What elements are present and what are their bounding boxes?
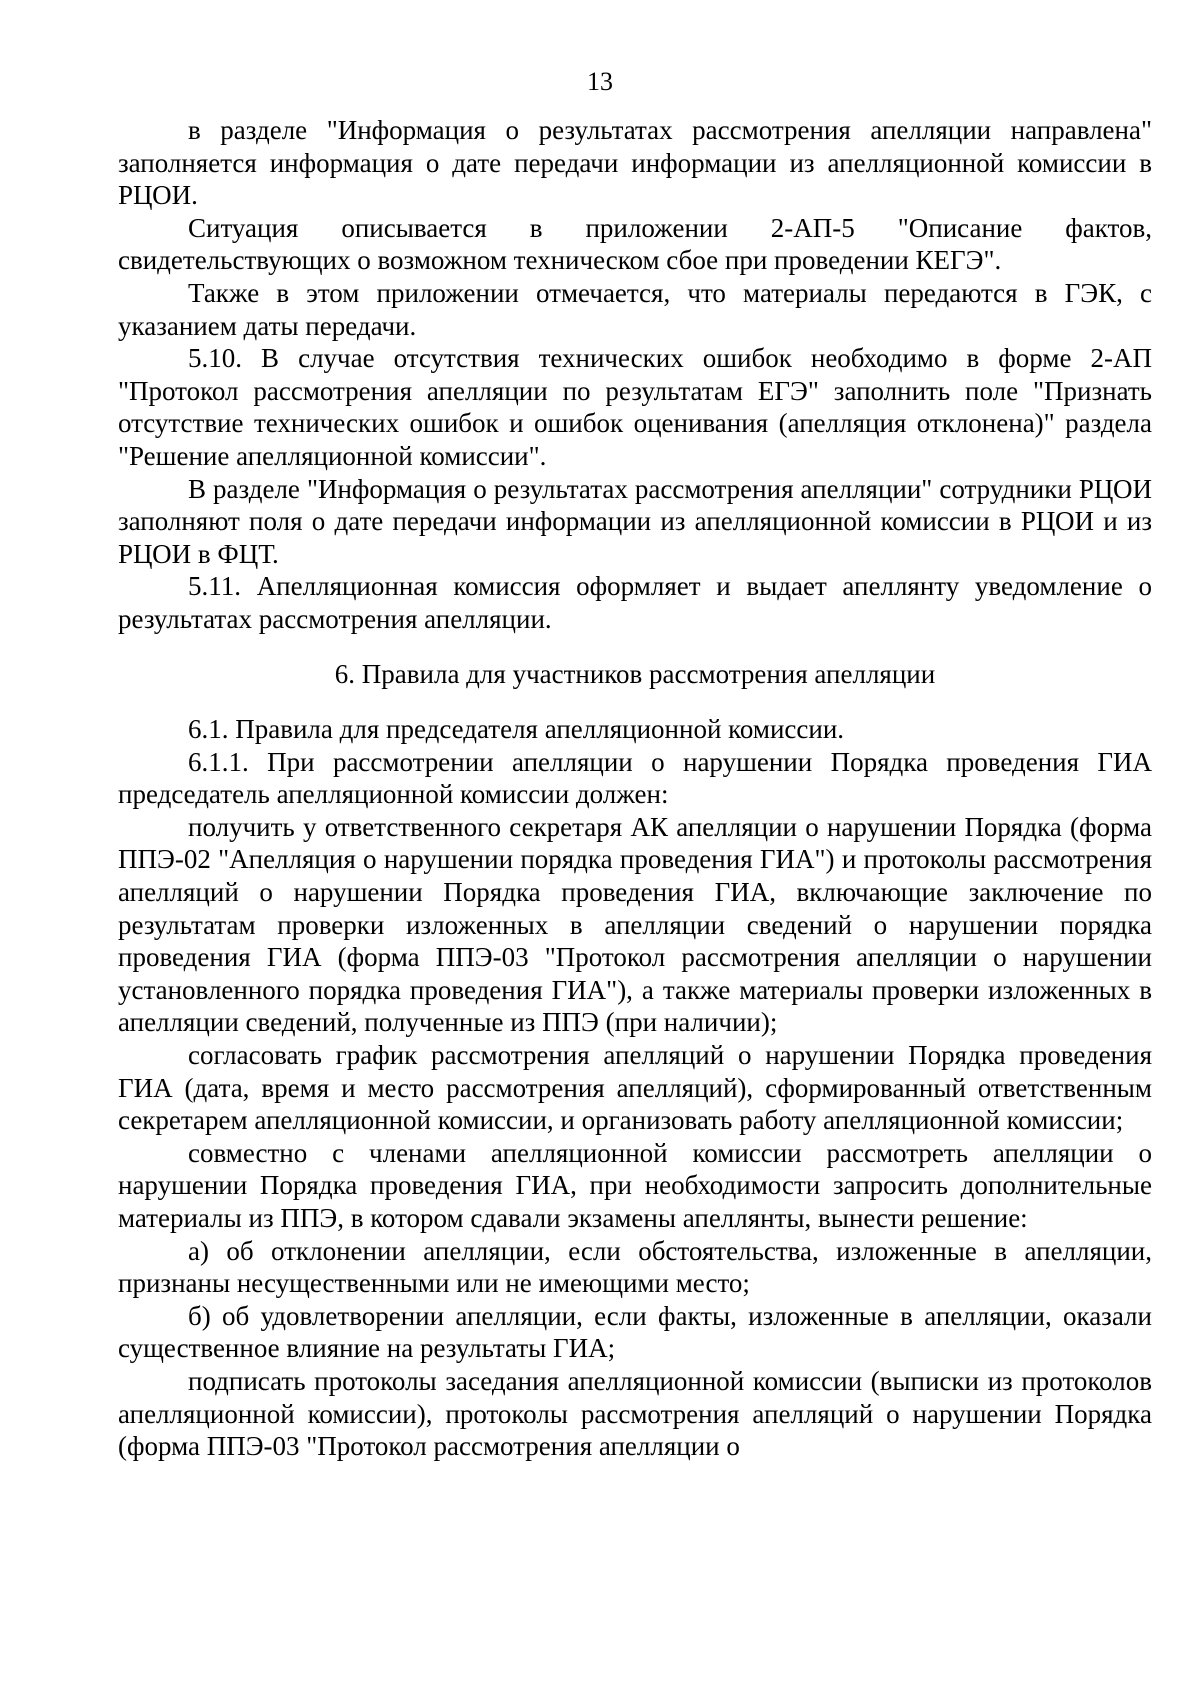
page-number: 13 <box>587 67 613 96</box>
paragraph-5-11: 5.11. Апелляционная комиссия оформляет и выдает апеллянту уведомление о результатах рассмотрения апелляции. <box>118 571 1152 634</box>
paragraph-appeal-info: в разделе "Информация о результатах рассмотрения апелляции направлена" заполняется информация о дате передачи информации из апелляционной комиссии в РЦОИ. <box>118 115 1152 211</box>
paragraph-appendix-2ap5: Ситуация описывается в приложении 2-АП-5 "Описание фактов, свидетельствующих о возможном техническом сбое при проведении КЕГЭ". <box>118 212 1152 276</box>
paragraph-6-1-1: 6.1.1. При рассмотрении апелляции о нарушении Порядка проведения ГИА председатель апелляционной комиссии должен: <box>118 746 1152 810</box>
paragraph-option-b: б) об удовлетворении апелляции, если факты, изложенные в апелляции, оказали существенное влияние на результаты ГИА; <box>118 1300 1152 1364</box>
paragraph-sign-protocols: подписать протоколы заседания апелляционной комиссии (выписки из протоколов апелляционной комиссии), протоколы рассмотрения апелляций о нарушении Порядка (форма ППЭ-03 "Протокол рассмотрения апелляции о <box>118 1365 1152 1462</box>
paragraph-6-1: 6.1. Правила для председателя апелляционной комиссии. <box>188 714 845 745</box>
paragraph-review-appeals: совместно с членами апелляционной комиссии рассмотреть апелляции о нарушении Порядка проведения ГИА, при необходимости запросить дополнительные материалы из ППЭ, в котором сдавали экзамены апеллянты, вынести решение: <box>118 1137 1152 1233</box>
paragraph-rcoi-fields: В разделе "Информация о результатах рассмотрения апелляции" сотрудники РЦОИ заполняют поля о дате передачи информации из апелляционной комиссии в РЦОИ и из РЦОИ в ФЦТ. <box>118 473 1152 569</box>
paragraph-obtain-appeals: получить у ответственного секретаря АК апелляции о нарушении Порядка (форма ППЭ-02 "Апелляция о нарушении порядка проведения ГИА") и протоколы рассмотрения апелляций о нарушении Порядка проведения ГИА, включающие заключение по результатам проверки изложенных в апелляции сведений о нарушении порядка проведения ГИА (форма ППЭ-03 "Протокол рассмотрения апелляции о нарушении установленного порядка проведения ГИА"), а также материалы проверки изложенных в апелляции сведений, полученные из ППЭ (при наличии); <box>118 811 1152 1038</box>
section-heading: 6. Правила для участников рассмотрения апелляции <box>334 658 936 689</box>
paragraph-gek-transfer: Также в этом приложении отмечается, что материалы передаются в ГЭК, с указанием даты передачи. <box>118 277 1152 341</box>
paragraph-option-a: а) об отклонении апелляции, если обстоятельства, изложенные в апелляции, признаны несущественными или не имеющими место; <box>118 1235 1152 1299</box>
paragraph-agree-schedule: согласовать график рассмотрения апелляций о нарушении Порядка проведения ГИА (дата, время и место рассмотрения апелляций), сформированный ответственным секретарем апелляционной комиссии, и организовать работу апелляционной комиссии; <box>118 1040 1152 1136</box>
paragraph-5-10: 5.10. В случае отсутствия технических ошибок необходимо в форме 2-АП "Протокол рассмотрения апелляции по результатам ЕГЭ" заполнить поле "Признать отсутствие технических ошибок и ошибок оценивания (апелляция отклонена)" раздела "Решение апелляционной комиссии". <box>118 343 1152 471</box>
document-body <box>118 114 1152 1463</box>
